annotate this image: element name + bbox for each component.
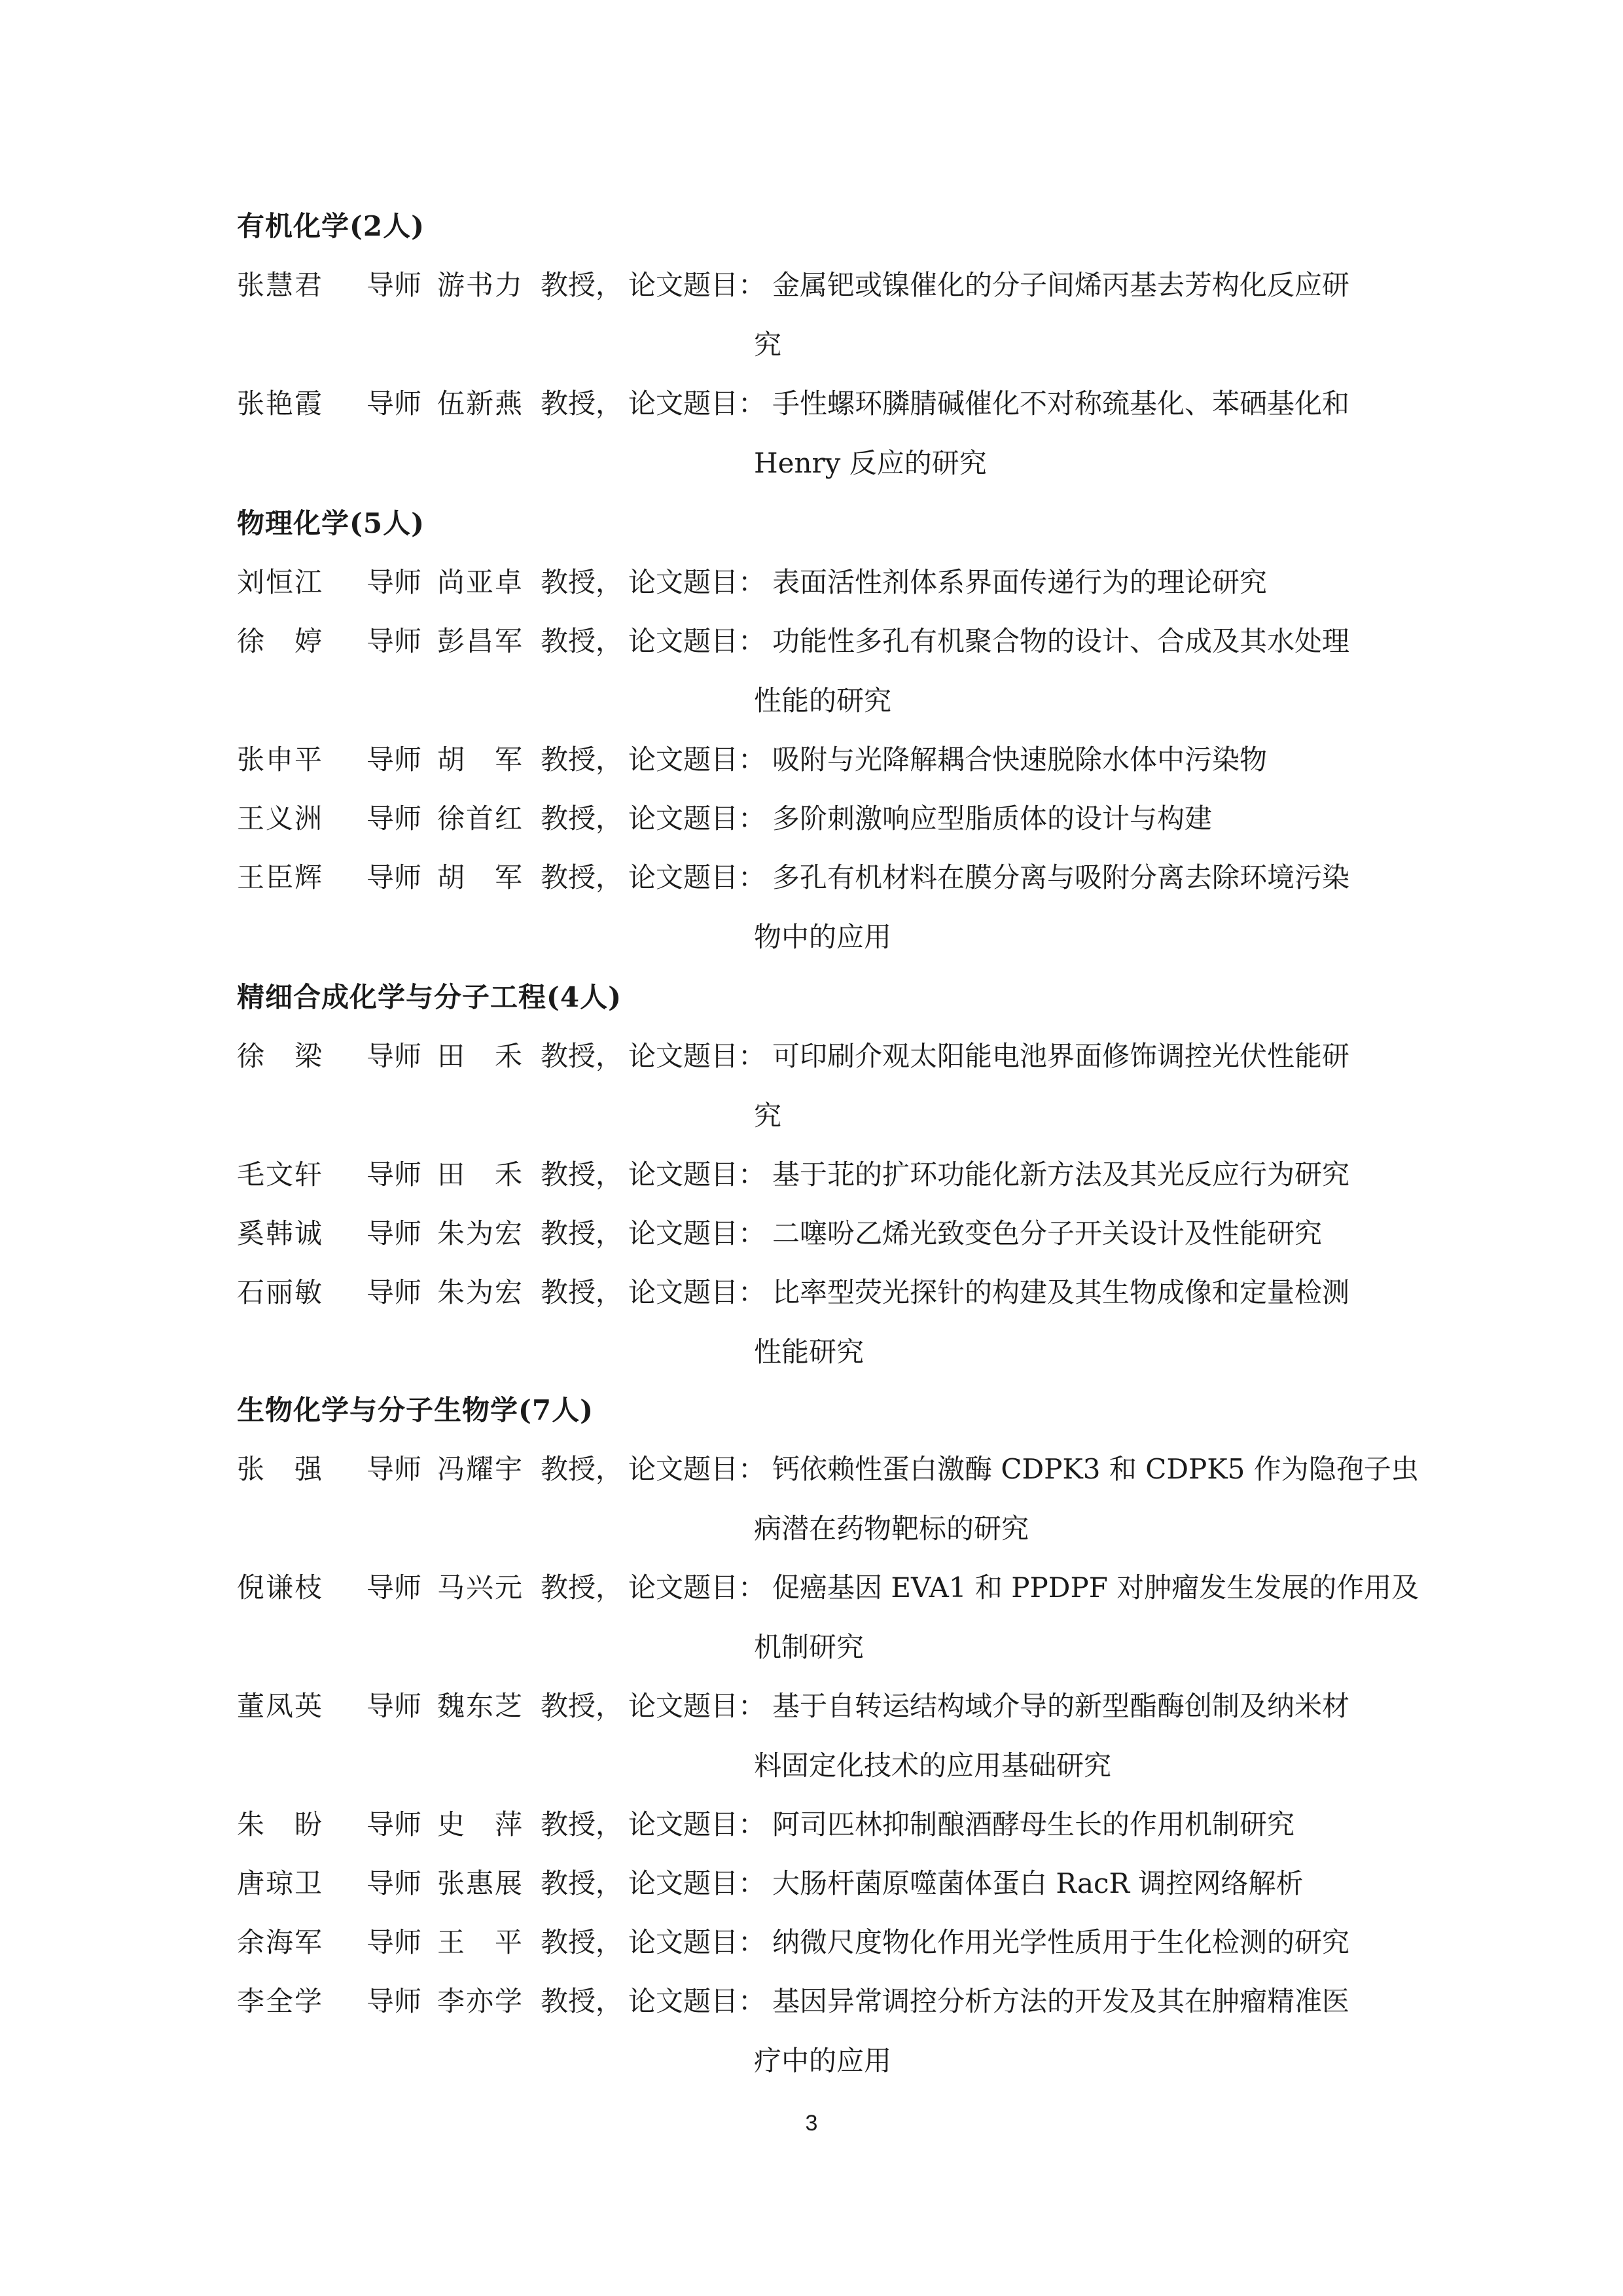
section-heading: 生物化学与分子生物学(7人) (237, 1394, 594, 1426)
entry-row (0, 742, 1623, 802)
thesis-title-line2: 究 (754, 329, 782, 361)
supervisor-title: 教授， (541, 387, 624, 420)
student-name: 张艳霞 (237, 387, 324, 420)
supervisor-name: 马兴元 (437, 1571, 524, 1604)
supervisor-label: 导师 (366, 1867, 422, 1899)
supervisor-label: 导师 (366, 802, 422, 834)
entry-row (0, 1038, 1623, 1132)
entry-row (0, 859, 1623, 953)
thesis-title-line1: 金属钯或镍催化的分子间烯丙基去芳构化反应研 (772, 269, 1350, 301)
supervisor-label: 导师 (366, 1571, 422, 1604)
entry-row (0, 564, 1623, 624)
student-name: 朱 盼 (237, 1808, 324, 1840)
student-name: 倪谦枝 (237, 1571, 324, 1604)
thesis-label: 论文题目： (628, 1808, 766, 1840)
supervisor-label: 导师 (366, 861, 422, 893)
thesis-label: 论文题目： (628, 1217, 766, 1249)
supervisor-name: 尚亚卓 (437, 566, 524, 598)
thesis-title-line1: 基于自转运结构域介导的新型酯酶创制及纳米材 (772, 1690, 1350, 1722)
thesis-label: 论文题目： (628, 1158, 766, 1191)
supervisor-label: 导师 (366, 566, 422, 598)
supervisor-label: 导师 (366, 1690, 422, 1722)
student-name: 张 强 (237, 1453, 324, 1485)
thesis-title-line1: 钙依赖性蛋白激酶 CDPK3 和 CDPK5 作为隐孢子虫 (772, 1453, 1419, 1485)
supervisor-label: 导师 (366, 1808, 422, 1840)
entry-row (0, 1215, 1623, 1276)
thesis-label: 论文题目： (628, 387, 766, 420)
thesis-title-line1: 手性螺环膦腈碱催化不对称巯基化、苯硒基化和 (772, 387, 1350, 420)
supervisor-label: 导师 (366, 1985, 422, 2017)
thesis-title-line1: 多阶刺激响应型脂质体的设计与构建 (772, 802, 1213, 834)
student-name: 徐 婷 (237, 625, 324, 657)
thesis-title-line1: 大肠杆菌原噬菌体蛋白 RacR 调控网络解析 (772, 1867, 1304, 1899)
thesis-title-line2: 料固定化技术的应用基础研究 (754, 1749, 1112, 1782)
supervisor-label: 导师 (366, 1217, 422, 1249)
supervisor-title: 教授， (541, 744, 624, 776)
supervisor-title: 教授， (541, 1808, 624, 1840)
supervisor-name: 王 平 (437, 1926, 524, 1958)
supervisor-title: 教授， (541, 1985, 624, 2017)
student-name: 张申平 (237, 744, 324, 776)
entry-row (0, 267, 1623, 361)
supervisor-title: 教授， (541, 1276, 624, 1308)
supervisor-name: 朱为宏 (437, 1276, 524, 1308)
student-name: 石丽敏 (237, 1276, 324, 1308)
section-heading: 物理化学(5人) (237, 507, 425, 539)
student-name: 董凤英 (237, 1690, 324, 1722)
entry-row (0, 1570, 1623, 1663)
thesis-title-line1: 基于苝的扩环功能化新方法及其光反应行为研究 (772, 1158, 1350, 1191)
thesis-label: 论文题目： (628, 625, 766, 657)
thesis-label: 论文题目： (628, 269, 766, 301)
thesis-label: 论文题目： (628, 744, 766, 776)
supervisor-label: 导师 (366, 625, 422, 657)
supervisor-name: 伍新燕 (437, 387, 524, 420)
supervisor-name: 冯耀宇 (437, 1453, 524, 1485)
section-heading: 精细合成化学与分子工程(4人) (237, 981, 622, 1013)
entry-row (0, 1688, 1623, 1782)
thesis-title-line2: 物中的应用 (754, 921, 892, 953)
supervisor-name: 魏东芝 (437, 1690, 524, 1722)
thesis-title-line1: 功能性多孔有机聚合物的设计、合成及其水处理 (772, 625, 1350, 657)
thesis-title-line2: 性能研究 (754, 1336, 865, 1368)
supervisor-name: 胡 军 (437, 861, 524, 893)
student-name: 余海军 (237, 1926, 324, 1958)
thesis-title-line2: 性能的研究 (754, 685, 892, 717)
entry-row (0, 1157, 1623, 1217)
supervisor-label: 导师 (366, 1276, 422, 1308)
supervisor-title: 教授， (541, 861, 624, 893)
supervisor-title: 教授， (541, 1453, 624, 1485)
student-name: 徐 梁 (237, 1040, 324, 1072)
supervisor-label: 导师 (366, 1040, 422, 1072)
thesis-title-line1: 纳微尺度物化作用光学性质用于生化检测的研究 (772, 1926, 1350, 1958)
thesis-title-line2: 机制研究 (754, 1631, 865, 1663)
thesis-label: 论文题目： (628, 1453, 766, 1485)
student-name: 王义洲 (237, 802, 324, 834)
supervisor-name: 胡 军 (437, 744, 524, 776)
thesis-title-line2: 病潜在药物靶标的研究 (754, 1513, 1029, 1545)
supervisor-title: 教授， (541, 269, 624, 301)
thesis-title-line1: 基因异常调控分析方法的开发及其在肿瘤精准医 (772, 1985, 1350, 2017)
thesis-title-line1: 二噻吩乙烯光致变色分子开关设计及性能研究 (772, 1217, 1323, 1249)
thesis-label: 论文题目： (628, 1276, 766, 1308)
entry-row (0, 1451, 1623, 1545)
thesis-label: 论文题目： (628, 566, 766, 598)
supervisor-name: 张惠展 (437, 1867, 524, 1899)
student-name: 李全学 (237, 1985, 324, 2017)
thesis-label: 论文题目： (628, 1867, 766, 1899)
thesis-label: 论文题目： (628, 1040, 766, 1072)
supervisor-title: 教授， (541, 1571, 624, 1604)
supervisor-title: 教授， (541, 1158, 624, 1191)
thesis-label: 论文题目： (628, 1926, 766, 1958)
supervisor-name: 游书力 (437, 269, 524, 301)
supervisor-title: 教授， (541, 802, 624, 834)
supervisor-title: 教授， (541, 625, 624, 657)
supervisor-name: 史 萍 (437, 1808, 524, 1840)
thesis-title-line1: 吸附与光降解耦合快速脱除水体中污染物 (772, 744, 1268, 776)
student-name: 刘恒江 (237, 566, 324, 598)
thesis-title-line1: 表面活性剂体系界面传递行为的理论研究 (772, 566, 1268, 598)
section-heading: 有机化学(2人) (237, 210, 425, 242)
supervisor-title: 教授， (541, 1926, 624, 1958)
thesis-label: 论文题目： (628, 861, 766, 893)
thesis-label: 论文题目： (628, 1985, 766, 2017)
thesis-label: 论文题目： (628, 1571, 766, 1604)
supervisor-name: 李亦学 (437, 1985, 524, 2017)
supervisor-title: 教授， (541, 1217, 624, 1249)
supervisor-title: 教授， (541, 1867, 624, 1899)
entry-row (0, 623, 1623, 717)
supervisor-name: 徐首红 (437, 802, 524, 834)
thesis-title-line1: 多孔有机材料在膜分离与吸附分离去除环境污染 (772, 861, 1350, 893)
student-name: 奚韩诚 (237, 1217, 324, 1249)
thesis-title-line2: 究 (754, 1100, 782, 1132)
thesis-label: 论文题目： (628, 802, 766, 834)
thesis-label: 论文题目： (628, 1690, 766, 1722)
thesis-title-line1: 阿司匹林抑制酿酒酵母生长的作用机制研究 (772, 1808, 1295, 1840)
thesis-title-line2: Henry 反应的研究 (754, 447, 987, 479)
entry-row (0, 1865, 1623, 1926)
thesis-title-line1: 促癌基因 EVA1 和 PPDPF 对肿瘤发生发展的作用及 (772, 1571, 1419, 1604)
entry-row (0, 800, 1623, 861)
supervisor-label: 导师 (366, 744, 422, 776)
supervisor-label: 导师 (366, 1158, 422, 1191)
supervisor-title: 教授， (541, 566, 624, 598)
entry-row (0, 1806, 1623, 1867)
page-number: 3 (805, 2111, 818, 2136)
supervisor-name: 田 禾 (437, 1040, 524, 1072)
entry-row (0, 386, 1623, 479)
entry-row (0, 1983, 1623, 2077)
entry-row (0, 1924, 1623, 1984)
supervisor-label: 导师 (366, 387, 422, 420)
student-name: 王臣辉 (237, 861, 324, 893)
supervisor-label: 导师 (366, 269, 422, 301)
student-name: 毛文轩 (237, 1158, 324, 1191)
thesis-title-line1: 可印刷介观太阳能电池界面修饰调控光伏性能研 (772, 1040, 1350, 1072)
supervisor-label: 导师 (366, 1453, 422, 1485)
thesis-title-line2: 疗中的应用 (754, 2045, 892, 2077)
student-name: 唐琼卫 (237, 1867, 324, 1899)
supervisor-label: 导师 (366, 1926, 422, 1958)
supervisor-name: 彭昌军 (437, 625, 524, 657)
student-name: 张慧君 (237, 269, 324, 301)
thesis-title-line1: 比率型荧光探针的构建及其生物成像和定量检测 (772, 1276, 1350, 1308)
supervisor-name: 田 禾 (437, 1158, 524, 1191)
supervisor-title: 教授， (541, 1690, 624, 1722)
supervisor-name: 朱为宏 (437, 1217, 524, 1249)
entry-row (0, 1274, 1623, 1368)
supervisor-title: 教授， (541, 1040, 624, 1072)
